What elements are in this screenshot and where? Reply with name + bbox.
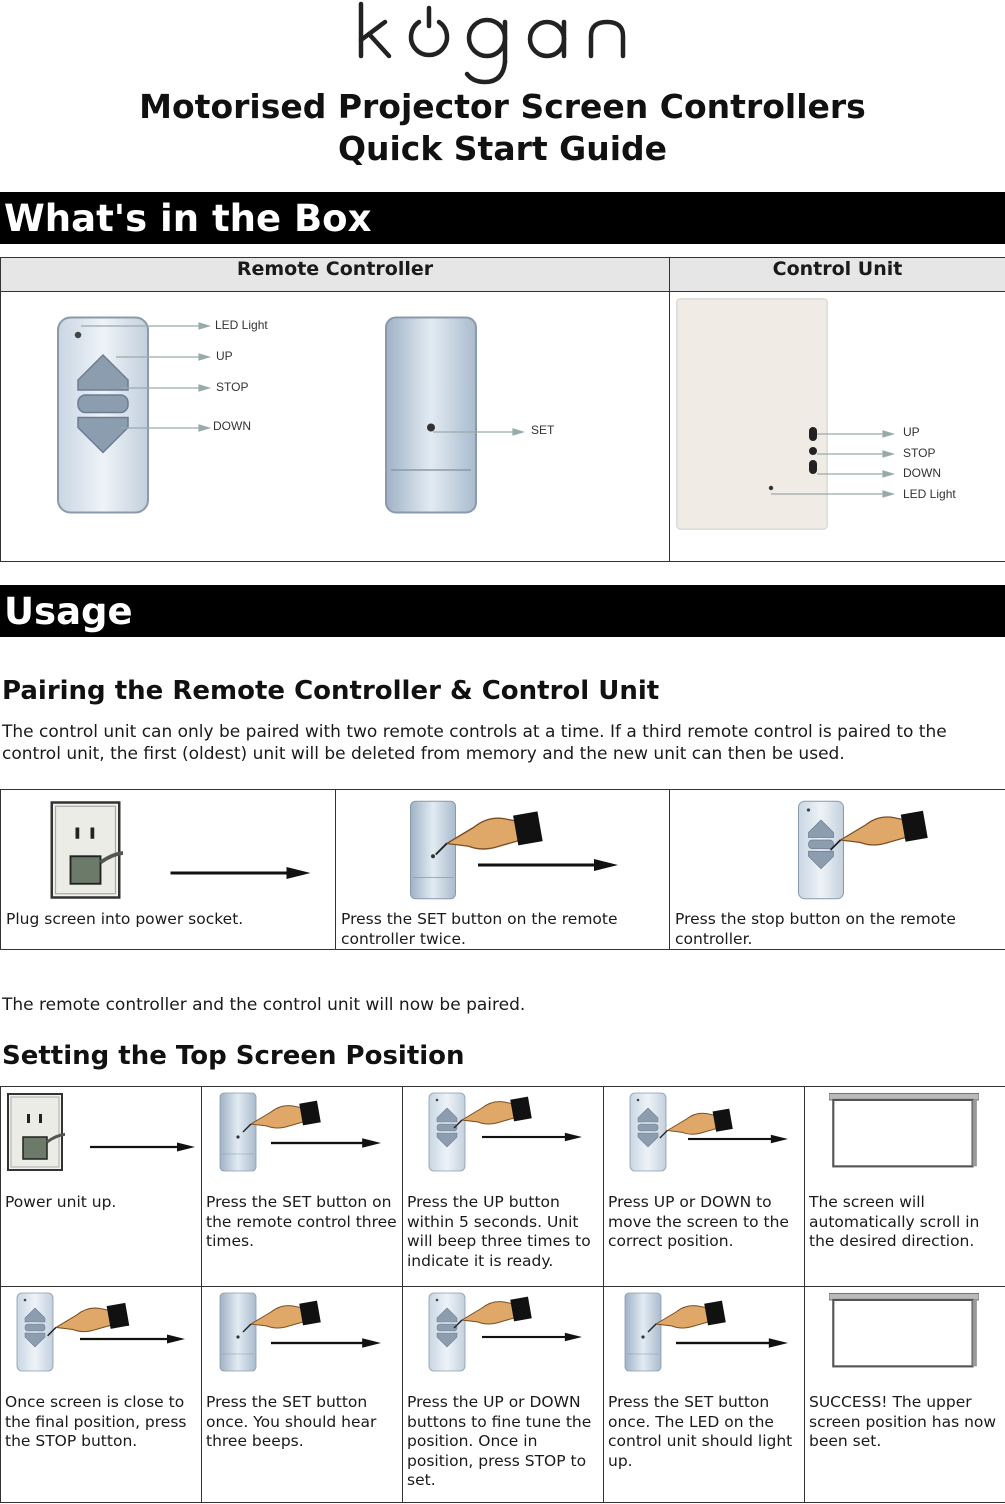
top-step-7-text: Press the SET button once. You should hear three beeps. [206,1393,377,1450]
top-step-3-text: Press the UP button within 5 seconds. Unit will beep three times to indicate it is ready. [407,1193,591,1270]
pairing-intro: The control unit can only be paired with two remote controls at a time. If a third remote control is paired to the control unit, the first (oldest) unit will be deleted from memory and the new unit can then be used. [2,722,947,764]
kogan-logo [0,0,1005,88]
projector-screen-image [809,1090,1001,1190]
box-contents-table [0,257,1005,562]
label-stop: STOP [216,380,249,394]
pairing-step-2 [336,790,670,950]
press-up-down-image [608,1090,800,1190]
pairing-step-1-text: Plug screen into power socket. [6,910,244,928]
top-step-7 [202,1287,403,1503]
kogan-logo-mark [353,0,653,88]
press-up-image [407,1090,599,1190]
remote-controller-cell [1,292,670,562]
top-step-6 [1,1287,202,1503]
label-down: DOWN [213,419,251,433]
top-step-4 [604,1087,805,1287]
press-set-once-image [206,1290,398,1390]
top-step-2-text: Press the SET button on the remote control three times. [206,1193,397,1250]
top-step-8-text: Press the UP or DOWN buttons to fine tune the position. Once in position, press STOP to set. [407,1393,592,1489]
section-banner-box: What's in the Box [0,192,1005,244]
top-step-8 [403,1287,604,1503]
pairing-step-3 [670,790,1005,950]
pairing-steps-table [0,789,1005,950]
col-control-unit: Control Unit [670,258,1005,292]
label-up: UP [216,349,233,363]
control-unit-cell [670,292,1005,562]
title-line-2: Quick Start Guide [337,129,668,168]
top-step-2 [202,1087,403,1287]
power-up-image [5,1090,197,1190]
top-step-1 [1,1087,202,1287]
top-step-3 [403,1087,604,1287]
top-step-4-text: Press UP or DOWN to move the screen to the correct position. [608,1193,789,1250]
pairing-step-3-text: Press the stop button on the remote controller. [675,910,956,948]
top-step-1-text: Power unit up. [5,1193,117,1211]
unit-label-up: UP [903,425,920,439]
pairing-step-1 [1,790,336,950]
title-line-1: Motorised Projector Screen Controllers [139,87,866,126]
pairing-outro: The remote controller and the control unit will now be paired. [2,995,526,1015]
projector-screen-set-image [809,1290,1001,1390]
press-stop-small-image [5,1290,197,1390]
section-banner-usage: Usage [0,585,1005,637]
page-title [0,86,1005,170]
top-position-steps-table [0,1086,1005,1503]
label-led-light: LED Light [215,318,268,332]
top-step-5-text: The screen will automatically scroll in the desired direction. [809,1193,980,1250]
top-step-10-text: SUCCESS! The upper screen position has now been set. [809,1393,997,1450]
unit-label-down: DOWN [903,466,941,480]
power-socket-image [18,795,318,905]
unit-label-led-light: LED Light [903,487,956,501]
heading-pairing: Pairing the Remote Controller & Control Unit [2,676,660,706]
pairing-step-2-text: Press the SET button on the remote controller twice. [341,910,618,948]
top-step-9-text: Press the SET button once. The LED on the control unit should light up. [608,1393,793,1470]
top-step-10 [805,1287,1005,1503]
press-set-image [353,795,653,905]
press-set-led-image [608,1290,800,1390]
top-step-5 [805,1087,1005,1287]
label-set: SET [531,423,555,437]
heading-top-position: Setting the Top Screen Position [2,1041,465,1071]
col-remote-controller: Remote Controller [1,258,670,292]
press-stop-image [688,795,988,905]
top-step-9 [604,1287,805,1503]
fine-tune-image [407,1290,599,1390]
unit-label-stop: STOP [903,446,936,460]
press-set-three-image [206,1090,398,1190]
top-step-6-text: Once screen is close to the final position, press the STOP button. [5,1393,187,1450]
remote-pointer-lines [1,292,670,562]
